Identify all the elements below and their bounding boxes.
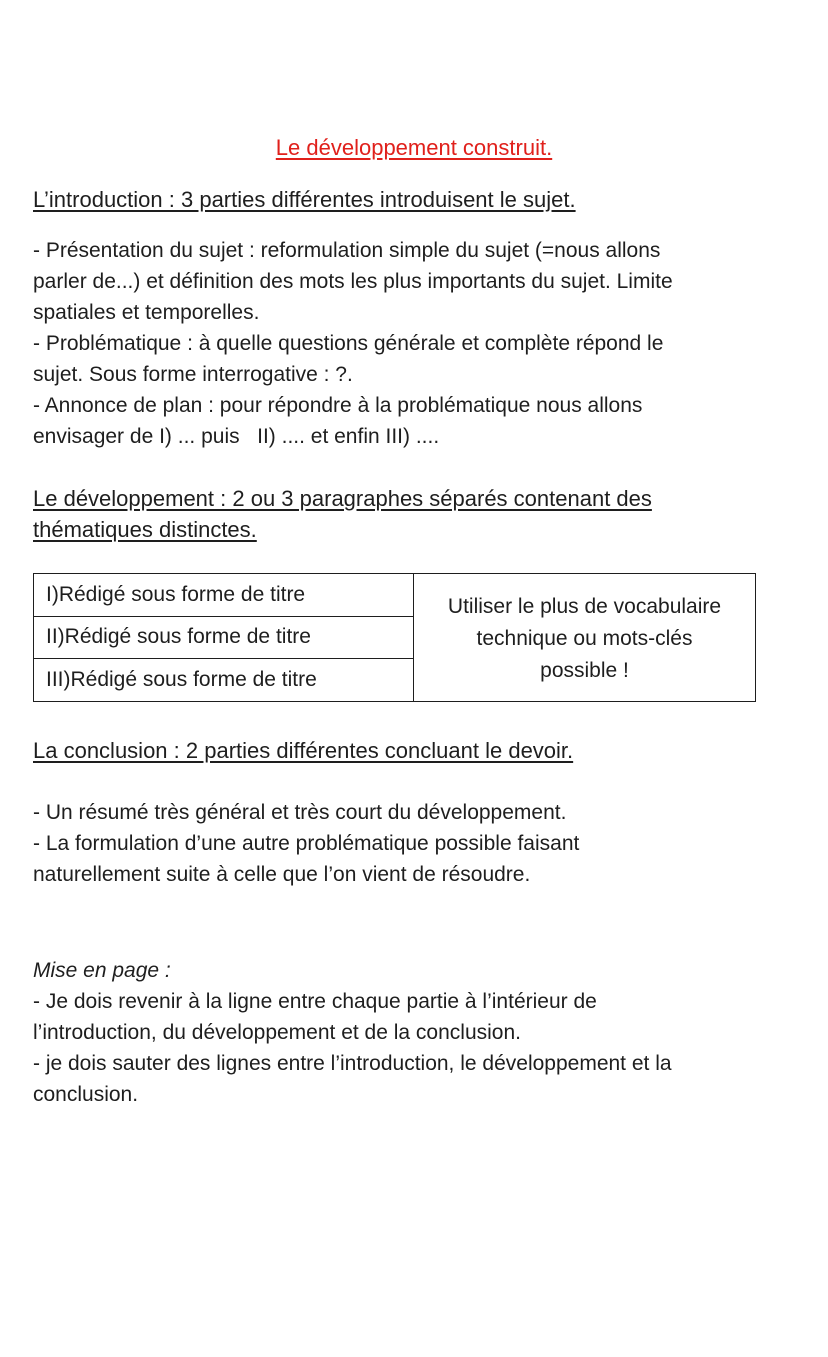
table-cell-note: [414, 574, 756, 702]
note-line: possible !: [540, 658, 629, 682]
conclusion-text: [33, 797, 763, 890]
mise-en-page-section: [33, 955, 763, 1110]
text-line: - Un résumé très général et très court du développement.: [33, 801, 567, 824]
table-cell-part-1: I)Rédigé sous forme de titre: [34, 574, 414, 617]
introduction-text: [33, 235, 763, 452]
text-line: envisager de I) ... puis II) .... et enfin III) ....: [33, 425, 440, 448]
text-line: sujet. Sous forme interrogative : ?.: [33, 363, 353, 386]
note-line: technique ou mots-clés: [476, 626, 693, 650]
text-line: - Annonce de plan : pour répondre à la problématique nous allons: [33, 394, 643, 417]
text-line: conclusion.: [33, 1083, 139, 1106]
conclusion-heading: La conclusion : 2 parties différentes concluant le devoir.: [33, 738, 574, 763]
text-line: - La formulation d’une autre problématique possible faisant: [33, 832, 580, 855]
developpement-heading-line: thématiques distinctes.: [33, 517, 257, 542]
table-cell-part-2: II)Rédigé sous forme de titre: [34, 616, 414, 659]
document-title: Le développement construit.: [275, 135, 553, 160]
introduction-heading: L’introduction : 3 parties différentes introduisent le sujet.: [33, 187, 576, 212]
text-line: l’introduction, du développement et de la conclusion.: [33, 1021, 521, 1044]
text-line: - Problématique : à quelle questions générale et complète répond le: [33, 332, 664, 355]
developpement-heading: [33, 483, 773, 545]
text-line: - Je dois revenir à la ligne entre chaque partie à l’intérieur de: [33, 990, 597, 1013]
text-line: parler de...) et définition des mots les plus importants du sujet. Limite: [33, 270, 673, 293]
mise-en-page-heading: Mise en page :: [33, 959, 171, 982]
text-line: - Présentation du sujet : reformulation simple du sujet (=nous allons: [33, 239, 661, 262]
developpement-table: [33, 573, 756, 702]
text-line: - je dois sauter des lignes entre l’introduction, le développement et la: [33, 1052, 672, 1075]
note-line: Utiliser le plus de vocabulaire: [447, 594, 722, 618]
table-cell-part-3: III)Rédigé sous forme de titre: [34, 659, 414, 702]
developpement-heading-line: Le développement : 2 ou 3 paragraphes séparés contenant des: [33, 486, 652, 511]
text-line: naturellement suite à celle que l’on vient de résoudre.: [33, 863, 531, 886]
text-line: spatiales et temporelles.: [33, 301, 260, 324]
